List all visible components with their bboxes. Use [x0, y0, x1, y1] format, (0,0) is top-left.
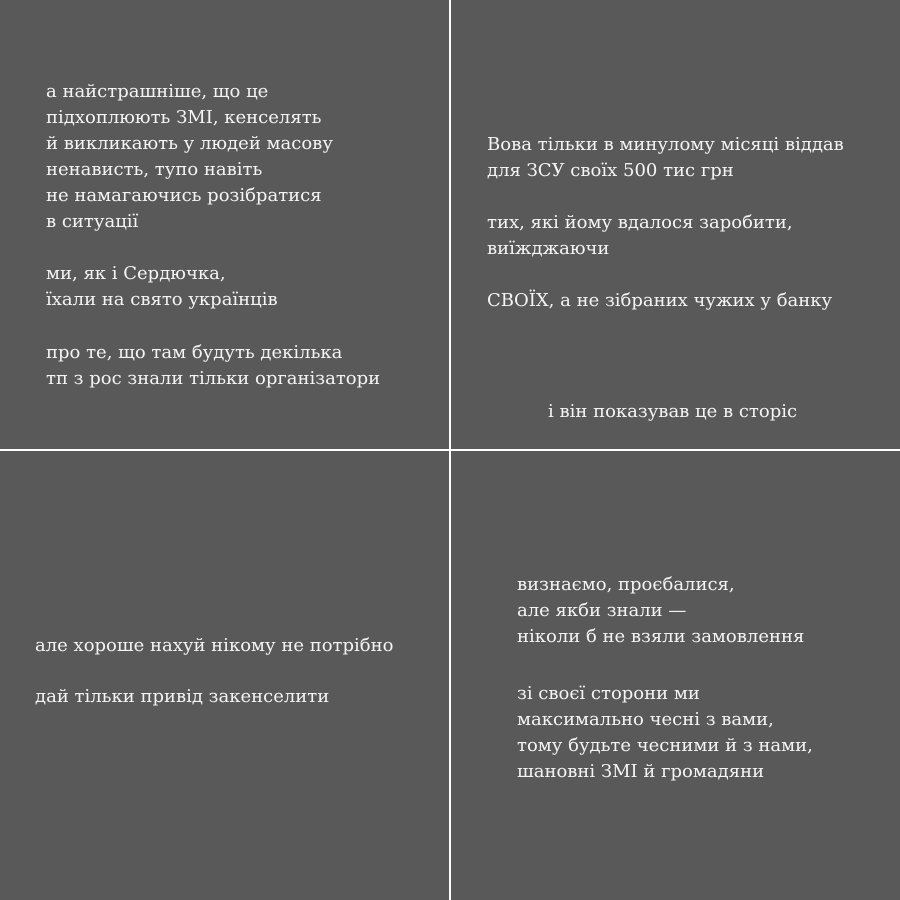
story-panel-3 — [0, 451, 449, 900]
story-panel-2 — [451, 0, 900, 449]
text-line: СВОЇХ, а не зібраних чужих у банку — [487, 290, 833, 311]
text-block — [46, 261, 278, 313]
text-line: тп з рос знали тільки організатори — [46, 368, 381, 389]
text-line: визнаємо, проєбалися, — [517, 574, 735, 595]
text-line: ми, як і Сердючка, — [46, 263, 226, 284]
text-block — [487, 132, 844, 184]
text-line: підхоплюють ЗМІ, кенселять — [46, 107, 322, 128]
text-line: ненависть, тупо навіть — [46, 159, 263, 180]
text-line: і він показував це в сторіс — [548, 401, 798, 422]
text-line: не намагаючись розібратися — [46, 185, 322, 206]
text-line: тому будьте чесними й з нами, — [517, 735, 813, 756]
text-line: виїжджаючи — [487, 238, 610, 259]
story-panel-4 — [451, 451, 900, 900]
text-block — [46, 79, 333, 235]
text-line: максимально чесні з вами, — [517, 709, 774, 730]
text-line: а найстрашніше, що це — [46, 81, 269, 102]
text-line: зі своєї сторони ми — [517, 683, 700, 704]
text-line: шановні ЗМІ й громадяни — [517, 761, 765, 782]
text-line: й викликають у людей масову — [46, 133, 333, 154]
text-block — [35, 684, 329, 710]
text-line: дай тільки привід закенселити — [35, 686, 330, 707]
text-block — [517, 572, 804, 650]
text-block — [35, 633, 393, 659]
text-line: для ЗСУ своїх 500 тис грн — [487, 160, 734, 181]
text-line: в ситуації — [46, 211, 139, 232]
text-block — [487, 210, 793, 262]
text-line: ніколи б не взяли замовлення — [517, 626, 805, 647]
text-line: Вова тільки в минулому місяці віддав — [487, 134, 844, 155]
text-block — [487, 288, 832, 314]
text-line: їхали на свято українців — [46, 289, 278, 310]
text-block — [548, 399, 797, 425]
text-line: але хороше нахуй нікому не потрібно — [35, 635, 394, 656]
text-line: про те, що там будуть декілька — [46, 342, 343, 363]
text-line: тих, які йому вдалося заробити, — [487, 212, 793, 233]
story-panel-1 — [0, 0, 449, 449]
text-block — [517, 681, 813, 785]
text-block — [46, 340, 380, 392]
text-line: але якби знали — — [517, 600, 687, 621]
